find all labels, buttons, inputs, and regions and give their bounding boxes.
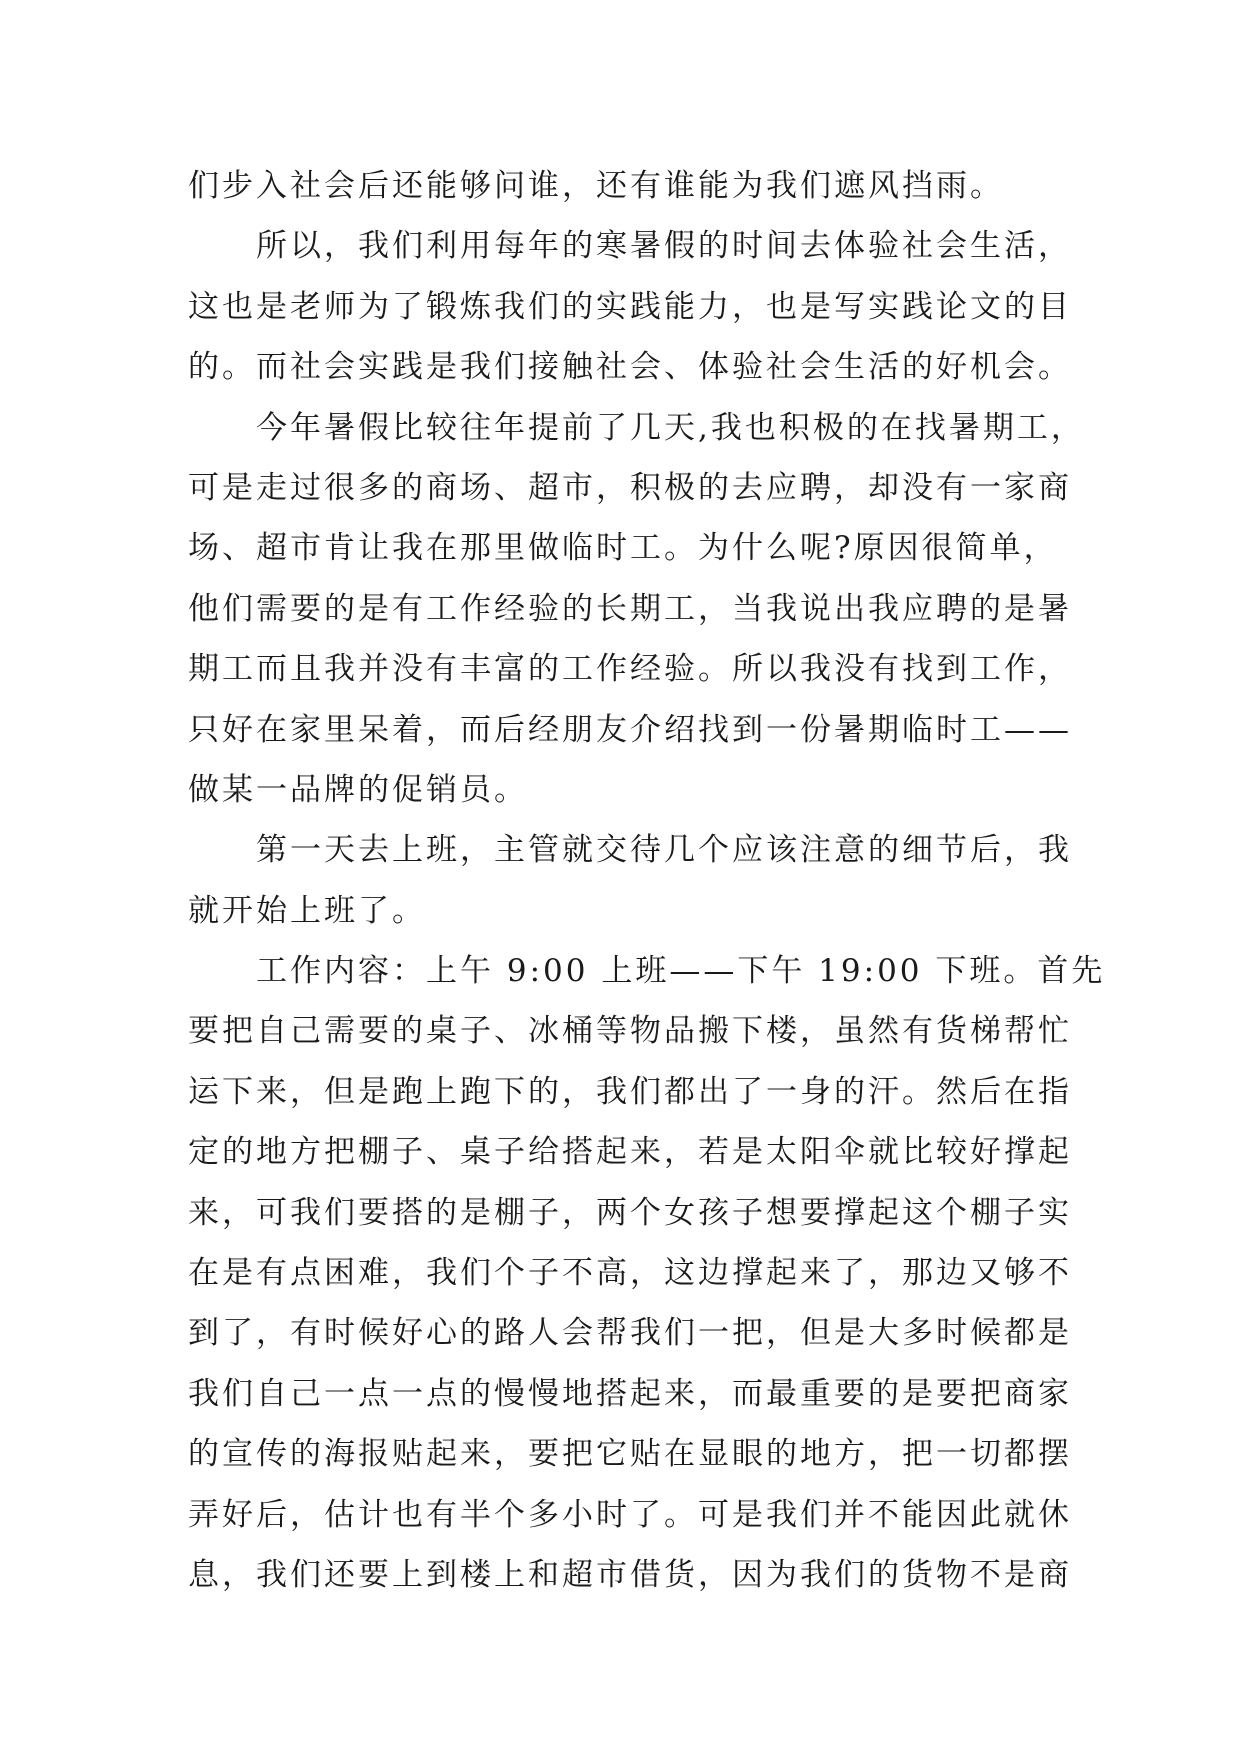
text-line: 第一天去上班，主管就交待几个应该注意的细节后，我	[256, 832, 1072, 869]
text-line: 做某一品牌的促销员。	[188, 771, 528, 808]
text-line: 工作内容：上午 9:00 上班——下午 19:00 下班。首先	[256, 953, 1106, 990]
text-line: 这也是老师为了锻炼我们的实践能力，也是写实践论文的目	[188, 288, 1072, 325]
text-line: 他们需要的是有工作经验的长期工，当我说出我应聘的是暑	[188, 590, 1072, 627]
text-line: 今年暑假比较往年提前了几天,我也积极的在找暑期工，	[256, 409, 1085, 446]
text-line: 期工而且我并没有丰富的工作经验。所以我没有找到工作，	[188, 651, 1072, 688]
text-line: 弄好后，估计也有半个多小时了。可是我们并不能因此就休	[188, 1496, 1072, 1533]
text-line: 息，我们还要上到楼上和超市借货，因为我们的货物不是商	[188, 1556, 1072, 1593]
text-line: 定的地方把棚子、桌子给搭起来，若是太阳伞就比较好撑起	[188, 1134, 1072, 1171]
text-line: 场、超市肯让我在那里做临时工。为什么呢?原因很简单，	[188, 530, 1058, 567]
text-line: 就开始上班了。	[188, 892, 426, 929]
text-line: 在是有点困难，我们个子不高，这边撑起来了，那边又够不	[188, 1255, 1072, 1292]
text-line: 我们自己一点一点的慢慢地搭起来，而最重要的是要把商家	[188, 1375, 1072, 1412]
text-line: 们步入社会后还能够问谁，还有谁能为我们遮风挡雨。	[188, 168, 1004, 204]
text-line: 所以，我们利用每年的寒暑假的时间去体验社会生活，	[256, 228, 1072, 265]
text-line: 来，可我们要搭的是棚子，两个女孩子想要撑起这个棚子实	[188, 1194, 1072, 1231]
text-line: 的。而社会实践是我们接触社会、体验社会生活的好机会。	[188, 349, 1072, 386]
text-line: 可是走过很多的商场、超市，积极的去应聘，却没有一家商	[188, 469, 1072, 506]
text-line: 到了，有时候好心的路人会帮我们一把，但是大多时候都是	[188, 1315, 1072, 1352]
body-text	[188, 156, 1106, 1605]
text-line: 的宣传的海报贴起来，要把它贴在显眼的地方，把一切都摆	[188, 1436, 1072, 1473]
text-line: 要把自己需要的桌子、冰桶等物品搬下楼，虽然有货梯帮忙	[188, 1013, 1072, 1050]
text-line: 运下来，但是跑上跑下的，我们都出了一身的汗。然后在指	[188, 1073, 1072, 1110]
text-line: 只好在家里呆着，而后经朋友介绍找到一份暑期临时工——	[188, 711, 1072, 748]
